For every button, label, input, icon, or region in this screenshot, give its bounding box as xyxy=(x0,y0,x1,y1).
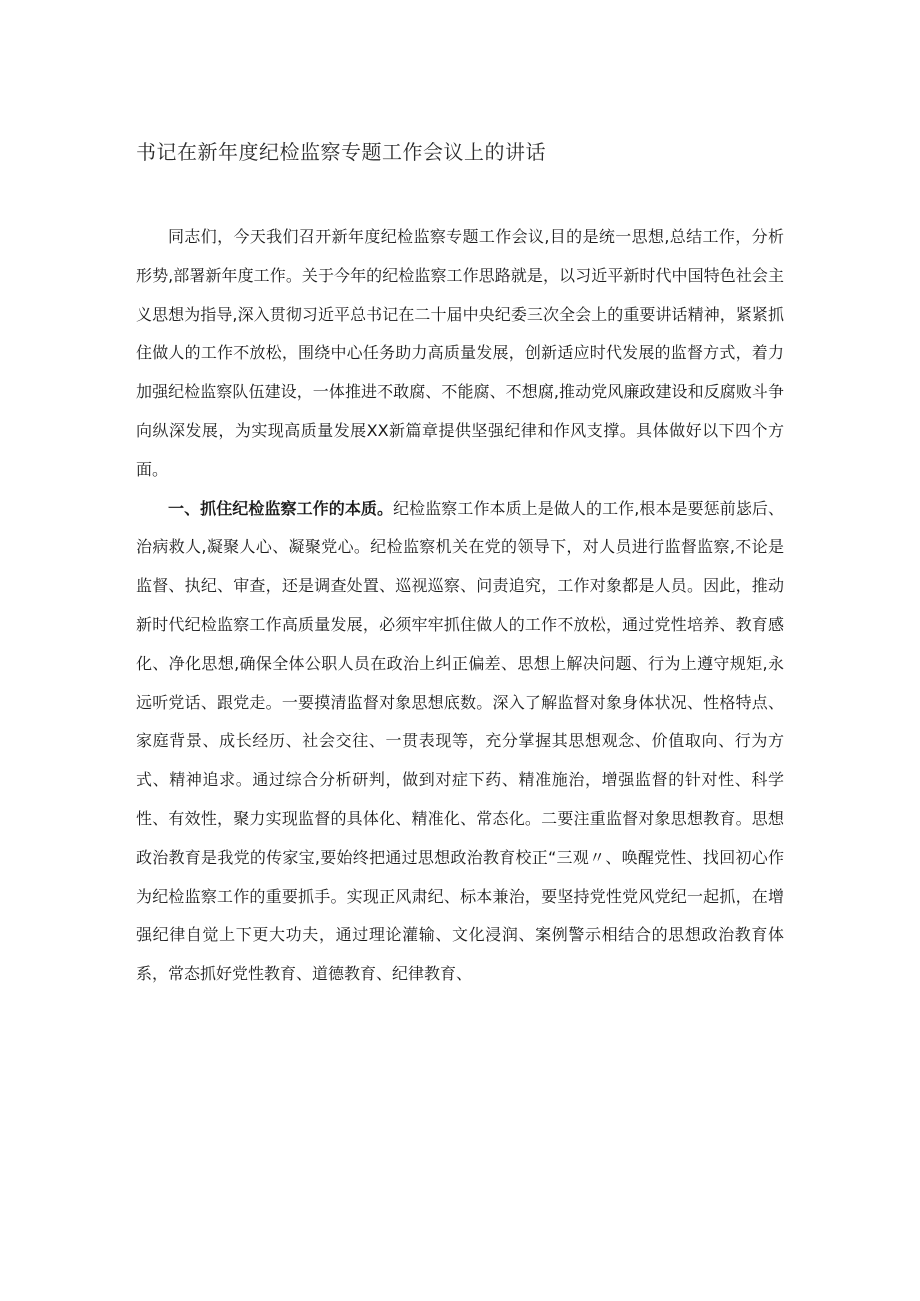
document-title: 书记在新年度纪检监察专题工作会议上的讲话 xyxy=(136,140,546,164)
paragraph-section-one xyxy=(136,490,784,994)
paragraph-text: 同志们，今天我们召开新年度纪检监察专题工作会议,目的是统一思想,总结工作，分析形势,部署新年度工作。关于今年的纪检监察工作思路就是，以习近平新时代中国特色社会主义思想为指导,深入贯彻习近平总书记在二十届中央纪委三次全会上的重要讲话精神，紧紧抓住做人的工作不放松，围绕中心任务助力高质量发展，创新适应时代发展的监督方式，着力加强纪检监察队伍建设，一体推进不敢腐、不能腐、不想腐,推动党风廉政建设和反腐败斗争向纵深发展，为实现高质量发展XX新篇章提供坚强纪律和作风支撑。具体做好以下四个方面。 xyxy=(136,227,784,479)
document-body xyxy=(136,218,784,994)
paragraph-text: 纪检监察工作本质上是做人的工作,根本是要惩前毖后、治病救人,凝聚人心、凝聚党心。纪检监察机关在党的领导下，对人员进行监督监察,不论是监督、执纪、审查，还是调查处置、巡视巡察、问责追究，工作对象都是人员。因此，推动新时代纪检监察工作高质量发展，必须牢牢抓住做人的工作不放松，通过党性培养、教育感化、净化思想,确保全体公职人员在政治上纠正偏差、思想上解决问题、行为上遵守规矩,永远听党话、跟党走。一要摸清监督对象思想底数。深入了解监督对象身体状况、性格特点、家庭背景、成长经历、社会交往、一贯表现等，充分掌握其思想观念、价值取向、行为方式、精神追求。通过综合分析研判，做到对症下药、精准施治，增强监督的针对性、科学性、有效性，聚力实现监督的具体化、精准化、常态化。二要注重监督对象思想教育。思想政治教育是我党的传家宝,要始终把通过思想政治教育校正“三观〃、唤醒党性、找回初心作为纪检监察工作的重要抓手。实现正风肃纪、标本兼治，要坚持党性党风党纪一起抓，在增强纪律自觉上下更大功夫，通过理论灌输、文化浸润、案例警示相结合的思想政治教育体系，常态抓好党性教育、道德教育、纪律教育、 xyxy=(136,498,784,984)
section-heading: 一、抓住纪检监察工作的本质。 xyxy=(168,498,394,518)
paragraph-opening xyxy=(136,218,784,490)
